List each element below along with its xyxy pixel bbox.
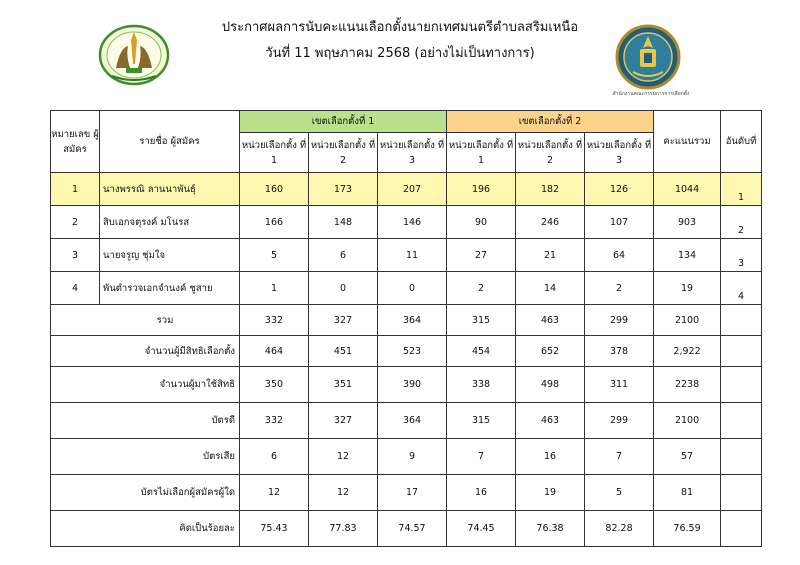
summary-cell: 315 (447, 403, 516, 439)
summary-cell: 12 (309, 439, 378, 475)
vote-cell: 126 (585, 173, 654, 206)
summary-cell: 327 (309, 305, 378, 336)
summary-cell: 364 (378, 305, 447, 336)
summary-cell: 523 (378, 336, 447, 367)
header-rank: อันดับที่ (721, 111, 762, 173)
municipality-seal-logo (98, 24, 170, 86)
summary-cell: 327 (309, 403, 378, 439)
summary-row (51, 305, 762, 336)
summary-cell: 451 (309, 336, 378, 367)
announcement-date: วันที่ 11 พฤษภาคม 2568 (อย่างไม่เป็นทางการ) (265, 46, 535, 61)
vote-cell: 6 (309, 239, 378, 272)
candidate-row (51, 272, 762, 305)
summary-cell: 77.83 (309, 511, 378, 547)
vote-cell: 27 (447, 239, 516, 272)
summary-cell: 16 (447, 475, 516, 511)
candidate-row (51, 173, 762, 206)
summary-cell: 652 (516, 336, 585, 367)
summary-total: 2238 (654, 367, 721, 403)
summary-cell: 12 (309, 475, 378, 511)
summary-total: 2,922 (654, 336, 721, 367)
vote-cell: 173 (309, 173, 378, 206)
candidate-rank: 2 (721, 206, 762, 239)
summary-cell: 299 (585, 403, 654, 439)
vote-cell: 182 (516, 173, 585, 206)
vote-cell: 21 (516, 239, 585, 272)
header-district-1: เขตเลือกตั้งที่ 1 (240, 111, 447, 133)
summary-row (51, 511, 762, 547)
candidate-total: 903 (654, 206, 721, 239)
summary-cell: 7 (585, 439, 654, 475)
header-district-2: เขตเลือกตั้งที่ 2 (447, 111, 654, 133)
announcement-title: ประกาศผลการนับคะแนนเลือกตั้งนายกเทศมนตรีตำบลสริมเหนือ (221, 20, 579, 35)
summary-row (51, 336, 762, 367)
summary-cell: 5 (585, 475, 654, 511)
vote-cell: 2 (447, 272, 516, 305)
vote-cell: 0 (378, 272, 447, 305)
candidate-rank: 1 (721, 173, 762, 206)
summary-cell: 350 (240, 367, 309, 403)
vote-cell: 11 (378, 239, 447, 272)
summary-total: 2100 (654, 403, 721, 439)
header-total-score: คะแนนรวม (654, 111, 721, 173)
header-candidate-name: รายชื่อ ผู้สมัคร (100, 111, 240, 173)
summary-row (51, 403, 762, 439)
candidate-total: 1044 (654, 173, 721, 206)
vote-cell: 64 (585, 239, 654, 272)
summary-cell: 390 (378, 367, 447, 403)
header-candidate-number: หมายเลข ผู้สมัคร (51, 111, 100, 173)
candidate-rank: 4 (721, 272, 762, 305)
vote-cell: 0 (309, 272, 378, 305)
summary-row (51, 367, 762, 403)
candidate-name: สิบเอกจตุรงค์ มโนรส (100, 206, 240, 239)
vote-cell: 166 (240, 206, 309, 239)
summary-label: จำนวนผู้มีสิทธิเลือกตั้ง (51, 336, 240, 367)
vote-cell: 5 (240, 239, 309, 272)
summary-cell: 311 (585, 367, 654, 403)
header-unit: หน่วยเลือกตั้ง ที่ 3 (585, 133, 654, 173)
summary-label: บัตรไม่เลือกผู้สมัครผู้ใด (51, 475, 240, 511)
summary-cell: 12 (240, 475, 309, 511)
summary-row (51, 475, 762, 511)
vote-cell: 146 (378, 206, 447, 239)
vote-cell: 148 (309, 206, 378, 239)
candidate-row (51, 239, 762, 272)
candidate-number: 1 (51, 173, 100, 206)
vote-cell: 14 (516, 272, 585, 305)
vote-cell: 107 (585, 206, 654, 239)
vote-cell: 160 (240, 173, 309, 206)
header-unit: หน่วยเลือกตั้ง ที่ 1 (447, 133, 516, 173)
summary-cell: 75.43 (240, 511, 309, 547)
summary-cell: 7 (447, 439, 516, 475)
candidate-total: 134 (654, 239, 721, 272)
candidate-name: พันตำรวจเอกจำนงค์ ชูสาย (100, 272, 240, 305)
summary-row (51, 439, 762, 475)
summary-cell: 332 (240, 403, 309, 439)
summary-total: 81 (654, 475, 721, 511)
summary-cell: 463 (516, 403, 585, 439)
vote-cell: 2 (585, 272, 654, 305)
summary-cell: 19 (516, 475, 585, 511)
summary-total: 2100 (654, 305, 721, 336)
summary-cell: 351 (309, 367, 378, 403)
header-unit: หน่วยเลือกตั้ง ที่ 2 (516, 133, 585, 173)
summary-cell: 299 (585, 305, 654, 336)
summary-cell: 332 (240, 305, 309, 336)
summary-cell: 9 (378, 439, 447, 475)
summary-total: 57 (654, 439, 721, 475)
summary-cell: 464 (240, 336, 309, 367)
candidate-number: 2 (51, 206, 100, 239)
header-unit: หน่วยเลือกตั้ง ที่ 1 (240, 133, 309, 173)
candidate-rank: 3 (721, 239, 762, 272)
candidate-name: นายจรูญ ชุ่มใจ (100, 239, 240, 272)
summary-label: จำนวนผู้มาใช้สิทธิ (51, 367, 240, 403)
candidate-total: 19 (654, 272, 721, 305)
summary-label: คิดเป็นร้อยละ (51, 511, 240, 547)
election-commission-logo (613, 22, 683, 92)
logo-caption: สำนักงานคณะกรรมการการเลือกตั้ง (612, 91, 690, 97)
vote-cell: 1 (240, 272, 309, 305)
header-unit: หน่วยเลือกตั้ง ที่ 2 (309, 133, 378, 173)
candidate-number: 4 (51, 272, 100, 305)
summary-cell: 74.45 (447, 511, 516, 547)
candidate-name: นางพรรณิ ลานนาพันธุ์ (100, 173, 240, 206)
summary-cell: 315 (447, 305, 516, 336)
summary-total: 76.59 (654, 511, 721, 547)
summary-label: รวม (51, 305, 240, 336)
vote-cell: 246 (516, 206, 585, 239)
summary-cell: 17 (378, 475, 447, 511)
summary-cell: 6 (240, 439, 309, 475)
vote-cell: 90 (447, 206, 516, 239)
vote-cell: 196 (447, 173, 516, 206)
summary-cell: 378 (585, 336, 654, 367)
summary-cell: 463 (516, 305, 585, 336)
summary-cell: 82.28 (585, 511, 654, 547)
summary-cell: 76.38 (516, 511, 585, 547)
header-unit: หน่วยเลือกตั้ง ที่ 3 (378, 133, 447, 173)
candidate-row (51, 206, 762, 239)
summary-cell: 498 (516, 367, 585, 403)
vote-cell: 207 (378, 173, 447, 206)
candidate-number: 3 (51, 239, 100, 272)
summary-label: บัตรเสีย (51, 439, 240, 475)
summary-cell: 16 (516, 439, 585, 475)
summary-cell: 74.57 (378, 511, 447, 547)
summary-cell: 454 (447, 336, 516, 367)
election-results-table (50, 110, 762, 547)
summary-label: บัตรดี (51, 403, 240, 439)
summary-cell: 364 (378, 403, 447, 439)
summary-cell: 338 (447, 367, 516, 403)
